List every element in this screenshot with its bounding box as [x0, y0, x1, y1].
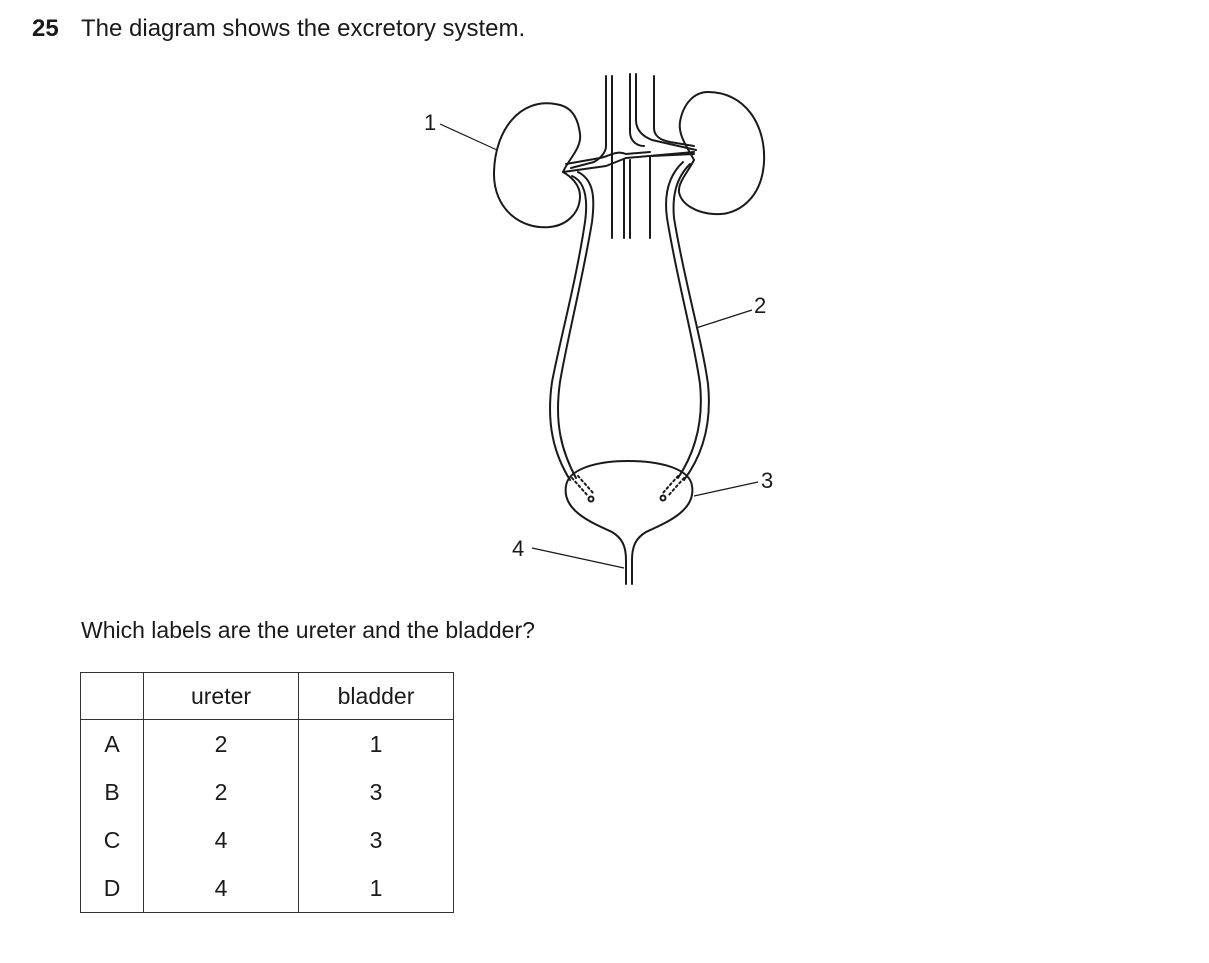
left-ureter-inner	[558, 172, 593, 478]
table-row[interactable]	[81, 816, 454, 864]
header-blank	[81, 673, 144, 720]
header-bladder: bladder	[299, 673, 454, 720]
question-number: 25	[32, 15, 59, 42]
vena-cava-mid	[654, 76, 694, 146]
left-ureter-outer	[550, 176, 586, 480]
diagram-label-3: 3	[761, 468, 774, 493]
option-letter: A	[81, 720, 144, 769]
leader-line-4	[532, 548, 624, 568]
question-text: The diagram shows the excretory system.	[81, 15, 526, 42]
table-row[interactable]	[81, 768, 454, 816]
bladder-value: 3	[299, 768, 454, 816]
vena-cava-left	[630, 74, 644, 146]
bladder-shape-right	[628, 461, 692, 584]
table-row[interactable]	[81, 720, 454, 769]
option-letter: C	[81, 816, 144, 864]
right-ureter-opening	[661, 496, 666, 501]
left-ureter-entry	[572, 478, 588, 496]
table-row[interactable]	[81, 864, 454, 913]
diagram-label-2: 2	[754, 293, 767, 318]
bladder-value: 1	[299, 864, 454, 913]
right-ureter-outer	[674, 164, 709, 480]
leader-line-3	[694, 482, 758, 496]
answer-table	[80, 672, 454, 913]
leader-line-2	[696, 310, 752, 328]
renal-vessel-left-1	[563, 152, 694, 172]
ureter-value: 4	[144, 864, 299, 913]
aorta-left	[571, 76, 606, 168]
question-prompt: Which labels are the ureter and the bladder?	[81, 617, 535, 643]
right-ureter-inner	[666, 162, 701, 478]
leader-line-1	[440, 124, 497, 150]
ureter-value: 4	[144, 816, 299, 864]
right-kidney-shape	[679, 92, 764, 214]
option-letter: D	[81, 864, 144, 913]
vena-cava-right	[636, 74, 696, 150]
bladder-value: 1	[299, 720, 454, 769]
option-letter: B	[81, 768, 144, 816]
right-ureter-entry-2	[662, 476, 678, 494]
diagram-label-1: 1	[424, 110, 437, 135]
left-kidney-shape	[494, 103, 580, 227]
ureter-value: 2	[144, 768, 299, 816]
header-ureter: ureter	[144, 673, 299, 720]
right-ureter-entry	[668, 478, 684, 496]
left-ureter-opening	[589, 497, 594, 502]
bladder-shape	[566, 461, 628, 584]
bladder-value: 3	[299, 816, 454, 864]
renal-vessel-left-2	[566, 152, 650, 164]
table-header-row	[81, 673, 454, 720]
ureter-value: 2	[144, 720, 299, 769]
left-ureter-entry-2	[578, 476, 594, 494]
question-header	[32, 14, 525, 44]
diagram-label-4: 4	[512, 536, 525, 561]
renal-vessel-right	[652, 154, 694, 156]
